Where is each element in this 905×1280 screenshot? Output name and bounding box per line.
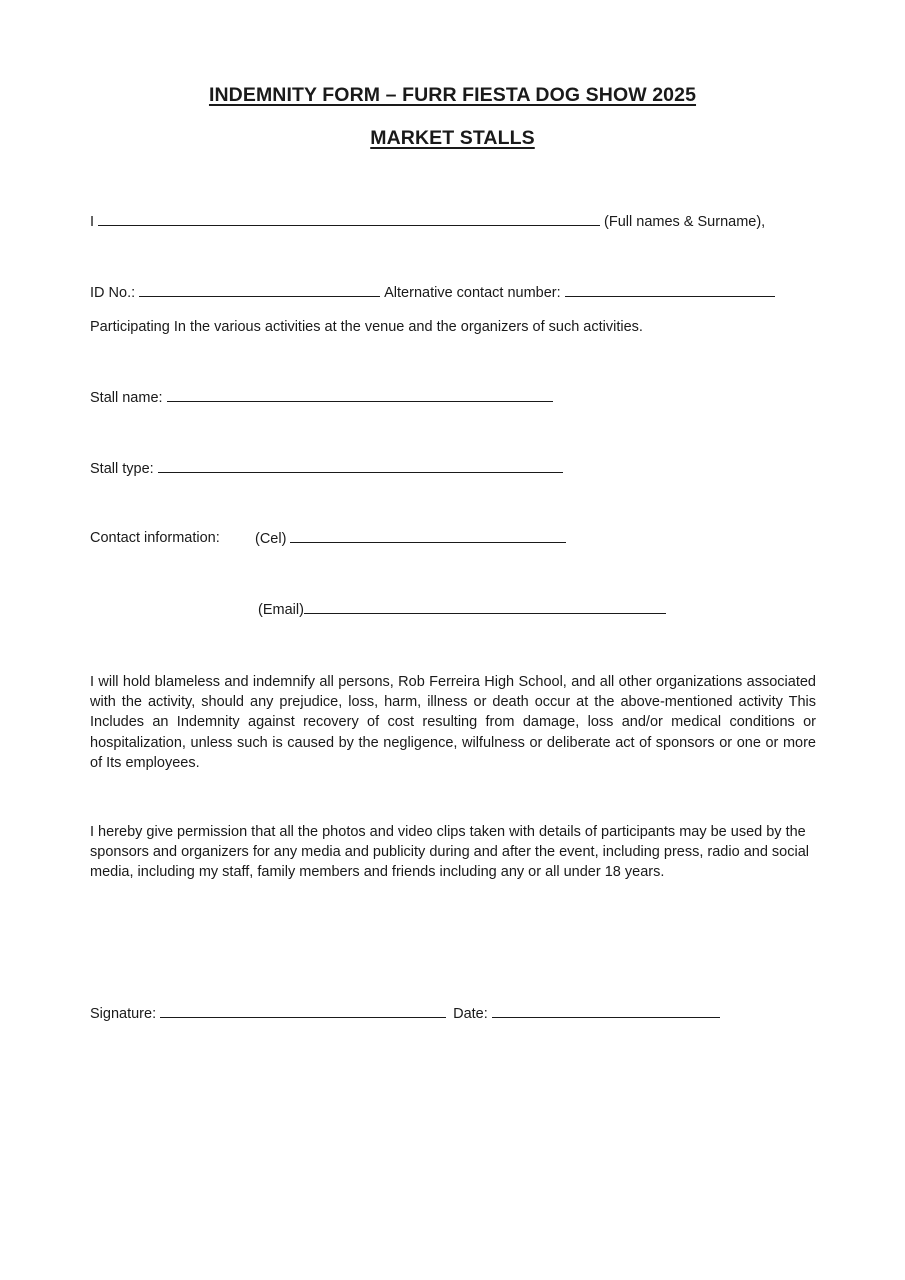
id-contact-row <box>90 284 779 301</box>
full-name-row <box>90 213 765 230</box>
email-row <box>258 601 670 618</box>
contact-info-row <box>90 530 220 546</box>
stall-name-row <box>90 389 557 406</box>
participating-statement: Participating In the various activities at the venue and the organizers of such activities. <box>90 319 643 335</box>
stall-type-label: Stall type: <box>90 461 154 477</box>
stall-type-field[interactable] <box>158 460 563 473</box>
indemnity-paragraph: I will hold blameless and indemnify all persons, Rob Ferreira High School, and all other organizations associated with the activity, should any prejudice, loss, harm, illness or death occur at the above-mentioned activity This Includes an Indemnity against recovery of cost resulting from damage, loss and/or medical conditions or hospitalization, unless such is caused by the negligence, wilfulness or deliberate act of sponsors or one or more of Its employees. <box>90 674 816 771</box>
full-name-prefix: I <box>90 214 95 230</box>
cel-row <box>255 530 570 547</box>
cel-number-field[interactable] <box>290 530 566 543</box>
full-name-hint: (Full names & Surname), <box>604 214 766 230</box>
permission-paragraph: I hereby give permission that all the photos and video clips taken with details of participants may be used by the sponsors and organizers for any media and publicity during and after the event, including press, radio and social media, including my staff, family members and friends including any or all under 18 years. <box>90 824 809 881</box>
cel-label: (Cel) <box>255 531 287 547</box>
contact-info-label: Contact information: <box>90 530 220 546</box>
form-title: INDEMNITY FORM – FURR FIESTA DOG SHOW 2025 <box>208 84 697 106</box>
alt-contact-field[interactable] <box>565 284 775 297</box>
stall-name-label: Stall name: <box>90 390 163 406</box>
date-field[interactable] <box>492 1005 720 1018</box>
alt-contact-label: Alternative contact number: <box>384 285 561 301</box>
email-field[interactable] <box>304 601 666 614</box>
form-subtitle: MARKET STALLS <box>370 127 535 149</box>
id-number-field[interactable] <box>139 284 380 297</box>
full-name-field[interactable] <box>98 213 600 226</box>
date-label: Date: <box>453 1006 488 1022</box>
email-label: (Email) <box>258 602 304 618</box>
signature-label: Signature: <box>90 1006 157 1022</box>
id-label: ID No.: <box>90 285 136 301</box>
signature-field[interactable] <box>160 1005 446 1018</box>
signature-date-row <box>90 1005 724 1022</box>
stall-type-row <box>90 460 567 477</box>
stall-name-field[interactable] <box>167 389 553 402</box>
